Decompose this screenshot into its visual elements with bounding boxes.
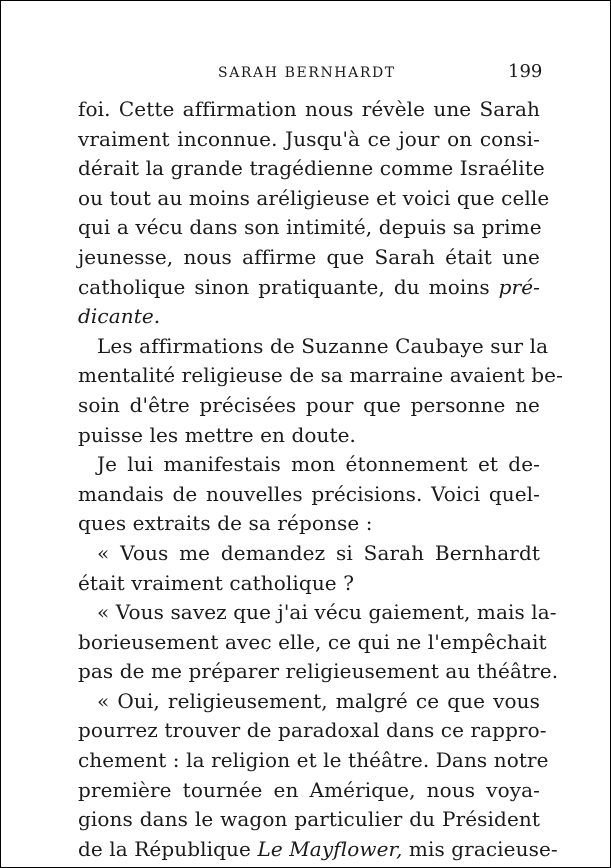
line-text: vraiment inconnue. Jusqu'à ce jour on consi- [78,126,540,151]
text-line [78,805,540,835]
text-line [78,154,545,184]
text-line [78,835,558,865]
text-line [78,509,540,539]
line-text: foi. Cette affirmation nous révèle une Sarah [78,97,540,121]
line-text: pas de me préparer religieusement au théâtre. [78,659,559,684]
line-text: première tournée en Amérique, nous voya- [78,777,540,802]
text-line [78,657,559,687]
body-text [78,95,563,864]
line-text: chement : la religion et le théâtre. Dans notre [78,748,549,773]
line-text: Je lui manifestais mon étonnement et de- [97,452,540,477]
text-line [78,243,540,273]
page-number: 199 [508,61,543,82]
text-line [78,302,540,332]
line-text: puisse les mettre en doute. [78,422,357,447]
line-text: de la République [78,836,258,861]
line-text: qui a vécu dans son intimité, depuis sa prime [78,215,542,240]
line-text: « Vous savez que j'ai vécu gaiement, mais la- [97,600,557,625]
italic-text: dicante. [78,304,161,329]
text-line [78,687,540,717]
line-text: ques extraits de sa réponse : [78,511,373,536]
italic-text: pré- [498,274,540,299]
line-text: « Oui, religieusement, malgré ce que vous [97,688,540,713]
text-line [78,184,550,214]
text-line [78,716,547,746]
line-text: était vraiment catholique ? [78,570,355,595]
text-line [78,539,540,569]
italic-title: Le Mayflower, [257,836,403,861]
line-text: borieusement avec elle, ce qui ne l'empêchait [78,629,547,654]
text-line [78,746,549,776]
text-line [78,273,540,303]
line-text: dérait la grande tragédienne comme Israélite [78,156,545,181]
text-line [78,450,540,480]
text-line [78,628,547,658]
text-line [78,480,540,510]
line-text: gions dans le wagon particulier du Président [78,807,540,832]
line-text: pourrez trouver de paradoxal dans ce rappro- [78,718,547,743]
text-line [78,95,540,125]
line-text: mandais de nouvelles précisions. Voici quel- [78,481,540,506]
text-line [78,361,563,391]
running-head [1,61,610,85]
text-line [78,213,540,243]
text-line [78,421,540,451]
line-text: Les affirmations de Suzanne Caubaye sur la [97,333,549,358]
text-line [78,125,540,155]
line-text: mentalité religieuse de sa marraine avaient be- [78,363,563,388]
text-line [78,391,540,421]
line-tail-text: mis gracieuse- [402,836,558,861]
text-line [78,332,549,362]
text-line [78,598,557,628]
line-text: catholique sinon pratiquante, du moins [78,274,499,299]
line-text: soin d'être précisées pour que personne ne [78,392,540,417]
text-line [78,776,540,806]
line-text: ou tout au moins aréligieuse et voici que celle [78,185,550,210]
line-text: jeunesse, nous affirme que Sarah était une [78,244,540,269]
running-title: SARAH BERNHARDT [218,65,396,81]
line-text: « Vous me demandez si Sarah Bernhardt [97,540,540,565]
text-line [78,569,540,599]
